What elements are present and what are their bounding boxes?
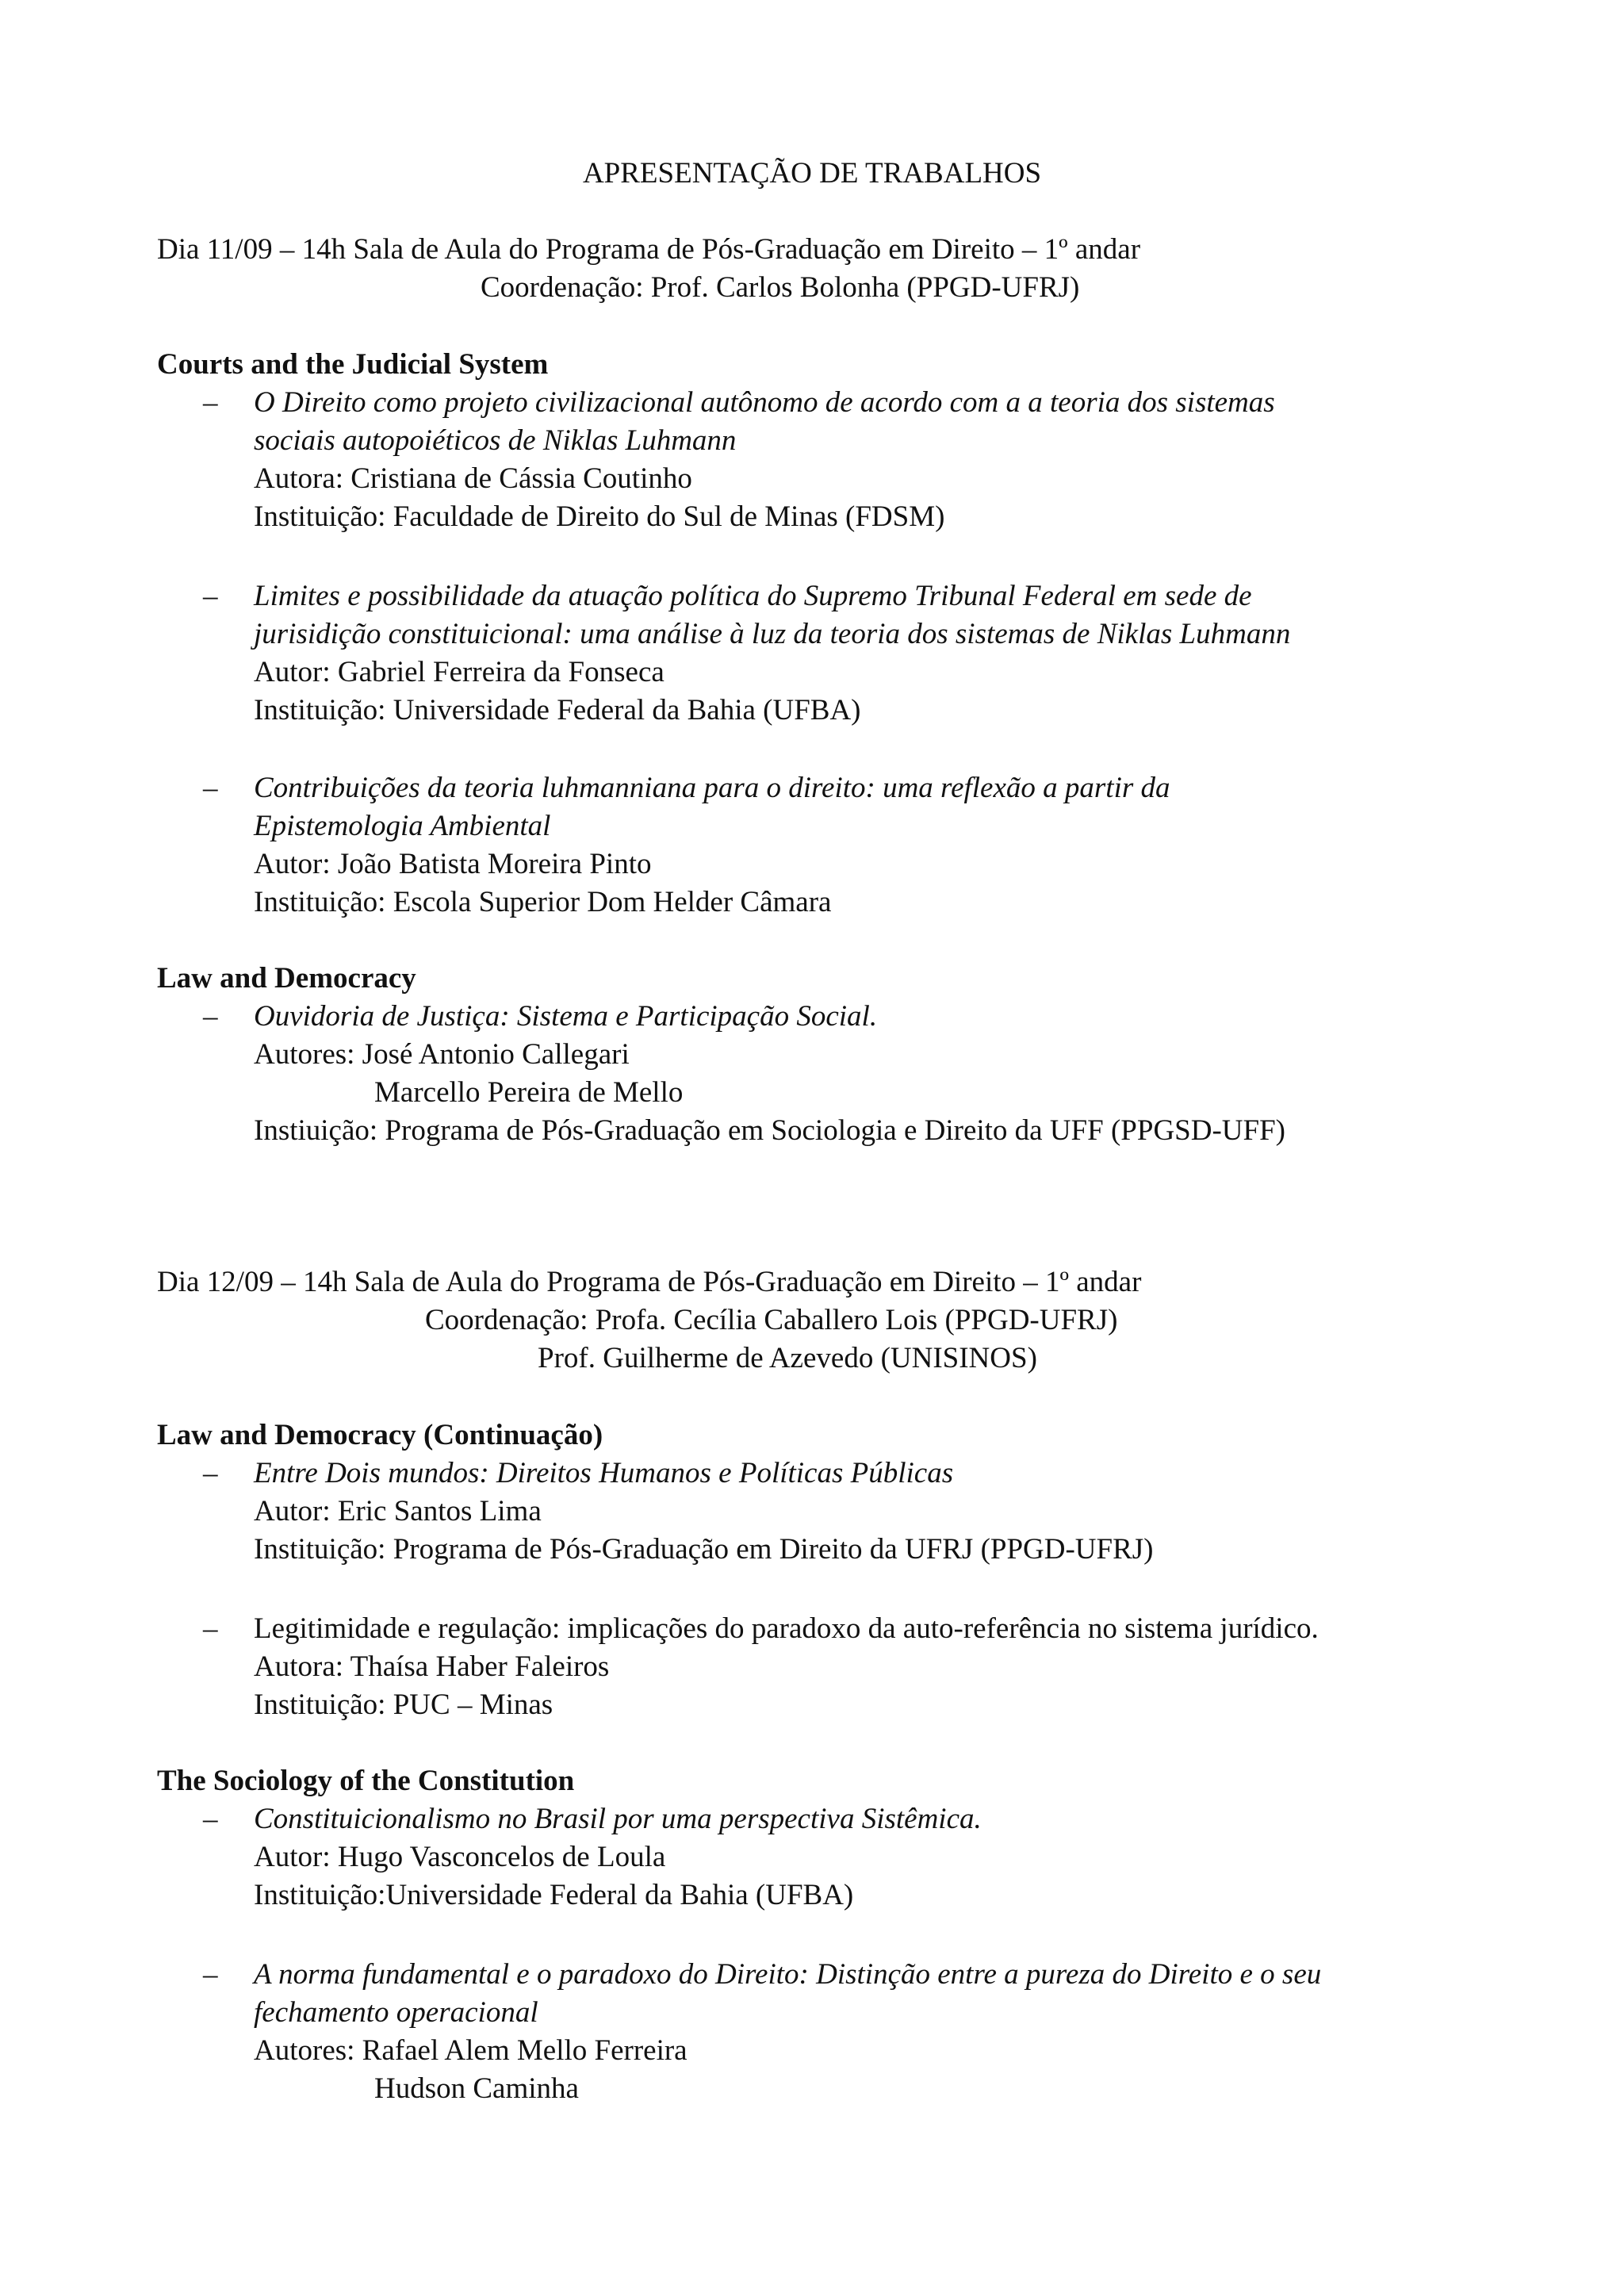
paper-institution: Instituição: Escola Superior Dom Helder Câmara xyxy=(254,886,832,918)
section-title: Courts and the Judicial System xyxy=(157,348,549,381)
paper-title-line: Legitimidade e regulação: implicações do paradoxo da auto-referência no sistema jurídico. xyxy=(254,1612,1319,1645)
bullet-dash: – xyxy=(203,386,218,419)
paper-title-line: Entre Dois mundos: Direitos Humanos e Políticas Públicas xyxy=(254,1457,954,1489)
day2-heading: Dia 12/09 – 14h Sala de Aula do Programa de Pós-Graduação em Direito – 1º andar xyxy=(157,1266,1142,1298)
bullet-dash: – xyxy=(203,1457,218,1489)
section-title: Law and Democracy (Continuação) xyxy=(157,1419,603,1451)
page-title: APRESENTAÇÃO DE TRABALHOS xyxy=(582,157,1042,190)
paper-author: Autor: Eric Santos Lima xyxy=(254,1495,542,1527)
bullet-dash: – xyxy=(203,1612,218,1645)
paper-title-line: Contribuições da teoria luhmanniana para o direito: uma reflexão a partir da xyxy=(254,772,1170,804)
paper-title-line: fechamento operacional xyxy=(254,1996,538,2029)
paper-title-line: A norma fundamental e o paradoxo do Direito: Distinção entre a pureza do Direito e o seu xyxy=(254,1958,1322,1991)
paper-title-line: sociais autopoiéticos de Niklas Luhmann xyxy=(254,424,737,457)
paper-author-second: Hudson Caminha xyxy=(374,2072,579,2105)
paper-author: Autora: Cristiana de Cássia Coutinho xyxy=(254,462,692,495)
day1-coordination: Coordenação: Prof. Carlos Bolonha (PPGD-UFRJ) xyxy=(481,271,1080,304)
paper-institution: Instituição: PUC – Minas xyxy=(254,1688,553,1721)
paper-author-second: Marcello Pereira de Mello xyxy=(374,1076,684,1109)
bullet-dash: – xyxy=(203,580,218,612)
paper-author: Autores: José Antonio Callegari xyxy=(254,1038,630,1071)
paper-institution: Instituição:Universidade Federal da Bahia (UFBA) xyxy=(254,1879,854,1911)
paper-title-line: Ouvidoria de Justiça: Sistema e Participação Social. xyxy=(254,1000,878,1033)
paper-institution: Instituição: Programa de Pós-Graduação em Direito da UFRJ (PPGD-UFRJ) xyxy=(254,1533,1154,1566)
paper-title-line: O Direito como projeto civilizacional autônomo de acordo com a a teoria dos sistemas xyxy=(254,386,1275,419)
paper-author: Autor: Hugo Vasconcelos de Loula xyxy=(254,1841,666,1873)
paper-institution: Instiuição: Programa de Pós-Graduação em Sociologia e Direito da UFF (PPGSD-UFF) xyxy=(254,1114,1285,1147)
paper-title-line: jurisidição constituicional: uma análise à luz da teoria dos sistemas de Niklas Luhmann xyxy=(254,618,1291,650)
section-title: Law and Democracy xyxy=(157,962,416,995)
paper-author: Autor: João Batista Moreira Pinto xyxy=(254,848,652,880)
paper-author: Autor: Gabriel Ferreira da Fonseca xyxy=(254,656,665,688)
day1-heading: Dia 11/09 – 14h Sala de Aula do Programa de Pós-Graduação em Direito – 1º andar xyxy=(157,233,1141,266)
paper-title-line: Constituicionalismo no Brasil por uma perspectiva Sistêmica. xyxy=(254,1803,982,1835)
paper-author: Autores: Rafael Alem Mello Ferreira xyxy=(254,2034,688,2067)
day2-coordination-second: Prof. Guilherme de Azevedo (UNISINOS) xyxy=(538,1342,1037,1374)
paper-author: Autora: Thaísa Haber Faleiros xyxy=(254,1650,610,1683)
bullet-dash: – xyxy=(203,1958,218,1991)
paper-title-line: Limites e possibilidade da atuação política do Supremo Tribunal Federal em sede de xyxy=(254,580,1252,612)
bullet-dash: – xyxy=(203,1000,218,1033)
section-title: The Sociology of the Constitution xyxy=(157,1765,575,1797)
bullet-dash: – xyxy=(203,1803,218,1835)
paper-title-line: Epistemologia Ambiental xyxy=(254,810,551,842)
paper-institution: Instituição: Universidade Federal da Bahia (UFBA) xyxy=(254,694,861,726)
day2-coordination: Coordenação: Profa. Cecília Caballero Lois (PPGD-UFRJ) xyxy=(425,1304,1118,1336)
bullet-dash: – xyxy=(203,772,218,804)
paper-institution: Instituição: Faculdade de Direito do Sul de Minas (FDSM) xyxy=(254,500,945,533)
